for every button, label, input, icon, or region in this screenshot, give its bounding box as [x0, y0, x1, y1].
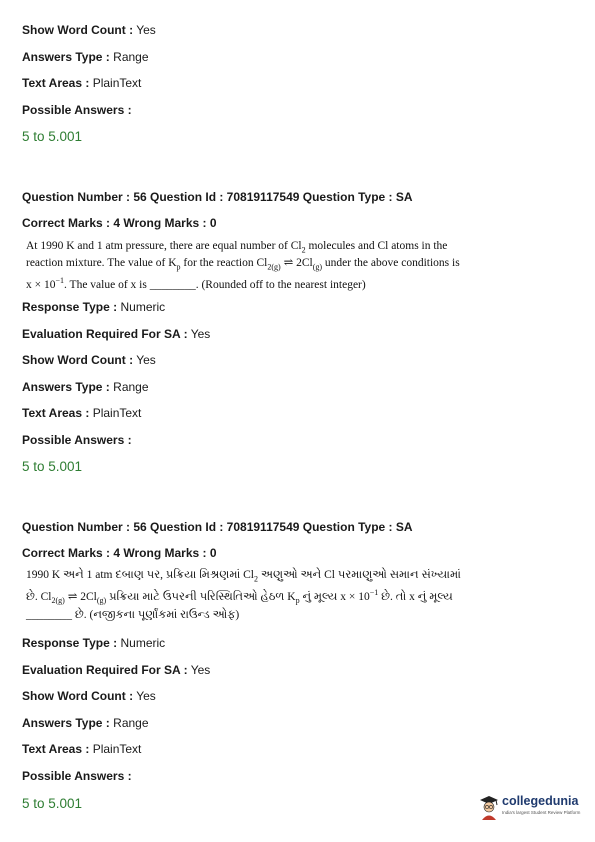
qtext-part: molecules and Cl atoms in the reaction mixture. The value of K — [26, 240, 448, 269]
marks-line: Correct Marks : 4 Wrong Marks : 0 — [22, 216, 217, 230]
answers-type-value: Range — [113, 716, 149, 730]
show-word-count-value: Yes — [136, 353, 156, 367]
logo-tagline: India's largest Student Review Platform — [502, 810, 581, 815]
possible-answer-value: 5 to 5.001 — [22, 129, 83, 144]
question-header: Question Number : 56 Question Id : 70819117549 Question Type : SA — [22, 520, 413, 534]
text-areas-row — [22, 76, 141, 90]
text-areas-row — [22, 742, 141, 756]
show-word-count-label: Show Word Count : — [22, 23, 134, 37]
qtext-part: ⇌ 2Cl — [64, 591, 97, 604]
qtext-part: પ્રક્રિયા માટે ઉપરની પરિસ્થિતિઓ હેઠળ K — [106, 591, 296, 604]
text-areas-row — [22, 406, 141, 420]
answers-type-row — [22, 50, 149, 64]
text-areas-label: Text Areas : — [22, 406, 90, 420]
evaluation-label: Evaluation Required For SA : — [22, 327, 188, 341]
qtext-part: for the reaction Cl — [180, 256, 268, 269]
evaluation-row — [22, 663, 210, 677]
answers-type-value: Range — [113, 50, 149, 64]
possible-answers-row — [22, 769, 132, 783]
possible-answers-label: Possible Answers : — [22, 103, 132, 117]
text-areas-label: Text Areas : — [22, 742, 90, 756]
response-type-label: Response Type : — [22, 300, 118, 314]
evaluation-label: Evaluation Required For SA : — [22, 663, 188, 677]
qtext-sub: (g) — [96, 596, 107, 606]
answers-type-label: Answers Type : — [22, 50, 110, 64]
qtext-sub: p — [295, 596, 300, 606]
show-word-count-label: Show Word Count : — [22, 353, 134, 367]
possible-answers-row — [22, 103, 132, 117]
evaluation-value: Yes — [190, 327, 211, 341]
possible-answers-label: Possible Answers : — [22, 769, 132, 783]
possible-answer-value: 5 to 5.001 — [22, 459, 83, 474]
qtext-part: છે. તો x નું મૂલ્ય ________ છે. (નજીકના પૂર્ણાંકમાં રાઉન્ડ ઓફ) — [26, 591, 453, 622]
qtext-sub: (g) — [312, 262, 323, 272]
show-word-count-row — [22, 689, 156, 703]
qtext-sub: 2(g) — [51, 596, 65, 606]
answers-type-label: Answers Type : — [22, 716, 110, 730]
answers-type-row — [22, 716, 149, 730]
question-text-english — [26, 240, 466, 292]
qtext-sub: p — [176, 262, 181, 272]
show-word-count-value: Yes — [136, 23, 156, 37]
show-word-count-row — [22, 23, 156, 37]
qtext-part: At 1990 K and 1 atm pressure, there are equal number of Cl — [26, 240, 302, 252]
evaluation-row — [22, 327, 210, 341]
text-areas-value: PlainText — [92, 742, 142, 756]
show-word-count-value: Yes — [136, 689, 156, 703]
qtext-sub: 2 — [254, 574, 259, 584]
collegedunia-logo[interactable] — [478, 790, 581, 826]
possible-answers-label: Possible Answers : — [22, 433, 132, 447]
qtext-part: નું મૂલ્ય x × 10 — [299, 591, 370, 604]
response-type-label: Response Type : — [22, 636, 118, 650]
qtext-sup: −1 — [369, 588, 379, 598]
qtext-sub: 2 — [301, 245, 306, 255]
qtext-part: અણુઓ અને Cl પરમાણુઓ સમાન સંખ્યામાં છે. Cl — [26, 569, 461, 604]
answers-type-label: Answers Type : — [22, 380, 110, 394]
question-text-gujarati — [26, 568, 471, 622]
answers-type-row — [22, 380, 149, 394]
qtext-part: under the above conditions is x × 10 — [26, 256, 460, 291]
possible-answer-value: 5 to 5.001 — [22, 796, 83, 811]
question-header: Question Number : 56 Question Id : 70819117549 Question Type : SA — [22, 190, 413, 204]
logo-name: collegedunia — [502, 794, 579, 808]
text-areas-value: PlainText — [92, 406, 142, 420]
qtext-sub: 2(g) — [267, 262, 281, 272]
text-areas-label: Text Areas : — [22, 76, 90, 90]
marks-line: Correct Marks : 4 Wrong Marks : 0 — [22, 546, 217, 560]
response-type-row — [22, 300, 165, 314]
text-areas-value: PlainText — [92, 76, 142, 90]
show-word-count-label: Show Word Count : — [22, 689, 134, 703]
response-type-row — [22, 636, 165, 650]
qtext-sup: −1 — [55, 275, 65, 285]
qtext-part: 1990 K અને 1 atm દબાણ પર, પ્રક્રિયા મિશ્રણમાં Cl — [26, 569, 255, 581]
qtext-part: ⇌ 2Cl — [280, 256, 313, 269]
response-type-value: Numeric — [120, 300, 166, 314]
possible-answers-row — [22, 433, 132, 447]
answers-type-value: Range — [113, 380, 149, 394]
response-type-value: Numeric — [120, 636, 166, 650]
qtext-part: . The value of x is ________. (Rounded off to the nearest integer) — [64, 278, 366, 291]
evaluation-value: Yes — [190, 663, 211, 677]
graduate-mascot-icon — [478, 794, 500, 820]
show-word-count-row — [22, 353, 156, 367]
